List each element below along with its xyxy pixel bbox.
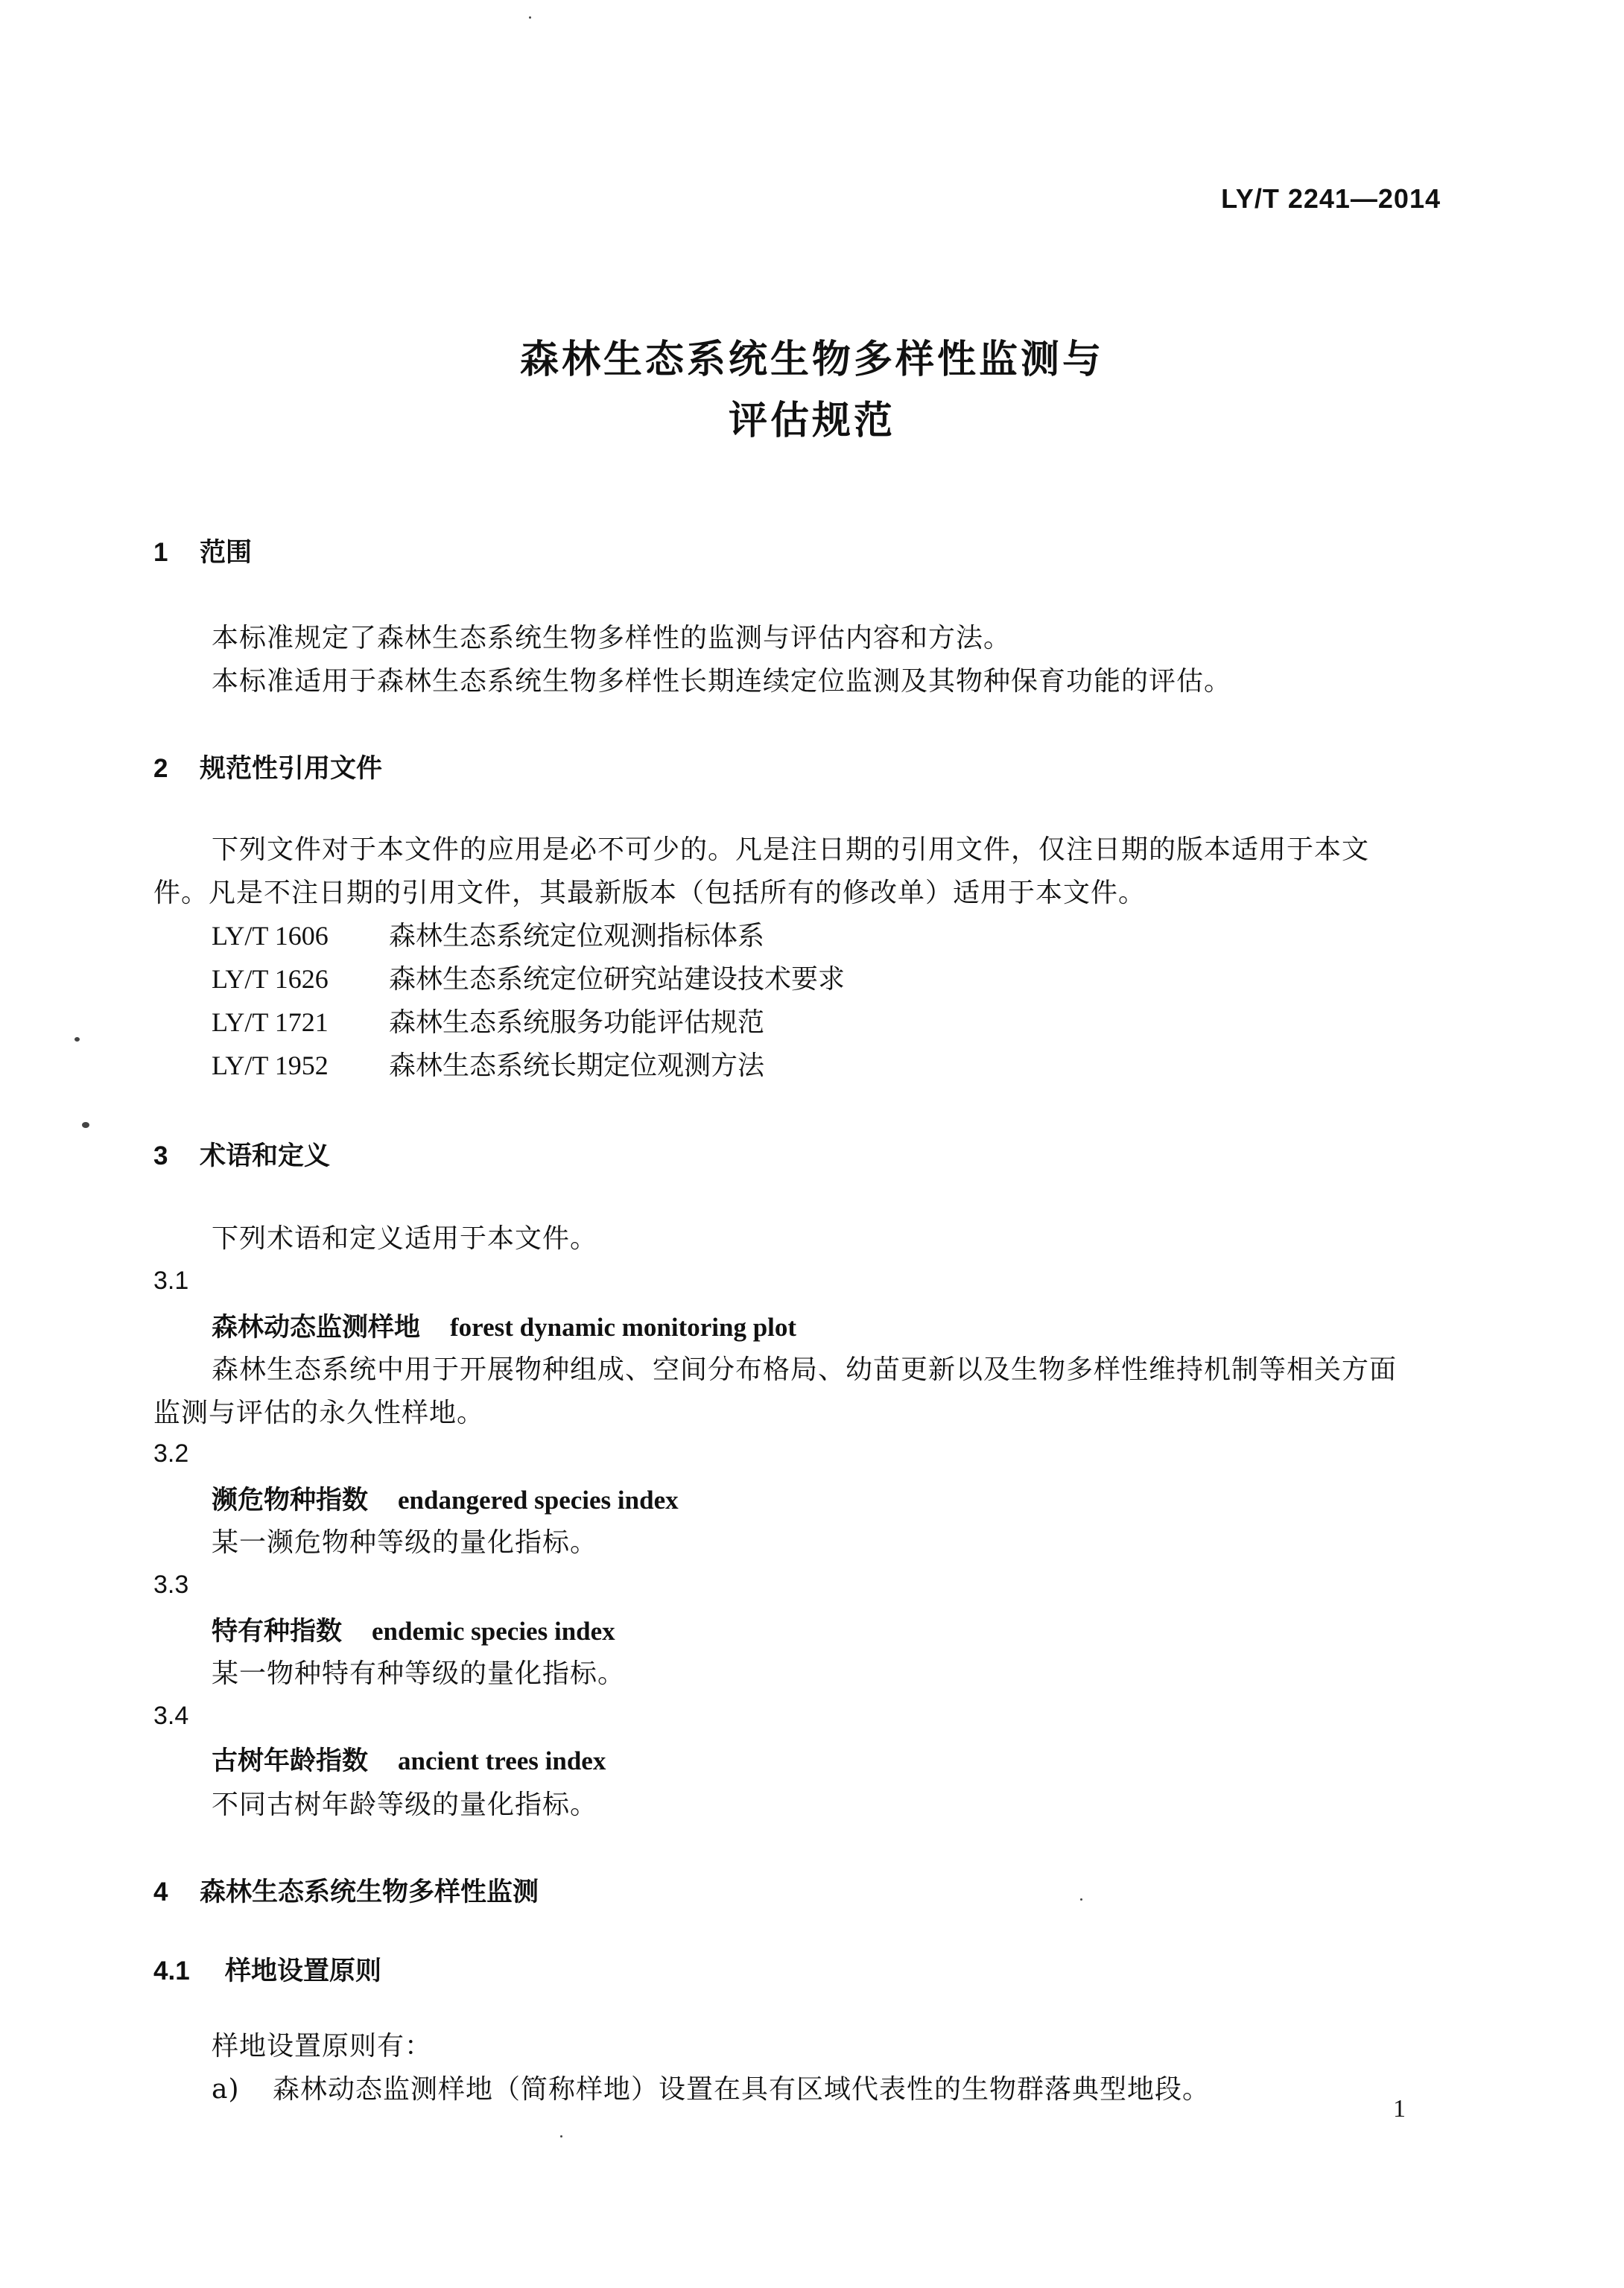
- term-heading: [212, 1307, 796, 1344]
- term-heading: [212, 1480, 679, 1517]
- term-number: 3.1: [153, 1267, 189, 1295]
- term-definition-line-1: 森林生态系统中用于开展物种组成、空间分布格局、幼苗更新以及生物多样性维持机制等相关方面: [212, 1354, 1398, 1385]
- section-1-paragraph-1: 本标准规定了森林生态系统生物多样性的监测与评估内容和方法。: [212, 623, 1012, 653]
- reference-code: LY/T 1952: [212, 1050, 329, 1080]
- section-2-paragraph-line-2: 件。凡是不注日期的引用文件，其最新版本（包括所有的修改单）适用于本文件。: [153, 878, 1146, 908]
- section-3-heading: [153, 1135, 330, 1173]
- term-chinese: 濒危物种指数: [212, 1486, 369, 1515]
- term-english: forest dynamic monitoring plot: [450, 1313, 797, 1342]
- subsection-title: 样地设置原则: [225, 1956, 382, 1986]
- term-definition-line-2: 监测与评估的永久性样地。: [153, 1398, 485, 1428]
- subsection-4-1-intro: 样地设置原则有：: [212, 2031, 433, 2062]
- reference-title: 森林生态系统长期定位观测方法: [389, 1050, 765, 1081]
- section-1-paragraph-2: 本标准适用于森林生态系统生物多样性长期连续定位监测及其物种保育功能的评估。: [212, 666, 1232, 697]
- section-title: 范围: [200, 538, 253, 568]
- term-heading: [212, 1611, 615, 1648]
- term-chinese: 森林动态监测样地: [212, 1313, 421, 1343]
- term-chinese: 古树年龄指数: [212, 1746, 369, 1776]
- reference-code: LY/T 1606: [212, 921, 329, 951]
- standard-code: LY/T 2241—2014: [1221, 183, 1441, 214]
- section-title: 规范性引用文件: [200, 754, 383, 784]
- section-title: 森林生态系统生物多样性监测: [200, 1877, 539, 1907]
- reference-title: 森林生态系统定位研究站建设技术要求: [389, 964, 846, 995]
- section-number: 4: [153, 1877, 168, 1907]
- section-4-heading: [153, 1872, 539, 1909]
- scan-speck: [82, 1122, 89, 1128]
- section-2-heading: [153, 748, 382, 785]
- list-item-marker: a): [212, 2074, 240, 2105]
- scan-speck: [1080, 1898, 1082, 1901]
- reference-code: LY/T 1721: [212, 1007, 329, 1037]
- document-title-line1: 森林生态系统生物多样性监测与: [519, 338, 1104, 382]
- term-heading: [212, 1740, 606, 1778]
- term-number: 3.4: [153, 1702, 189, 1730]
- normative-reference: [212, 1045, 764, 1083]
- subsection-4-1-heading: [153, 1950, 381, 1988]
- reference-title: 森林生态系统定位观测指标体系: [389, 921, 765, 951]
- reference-code: LY/T 1626: [212, 964, 329, 994]
- reference-title: 森林生态系统服务功能评估规范: [389, 1007, 765, 1038]
- term-chinese: 特有种指数: [212, 1617, 343, 1647]
- document-title-line2: 评估规范: [728, 399, 895, 443]
- section-number: 3: [153, 1141, 168, 1170]
- section-number: 2: [153, 754, 168, 783]
- section-2-paragraph-line-1: 下列文件对于本文件的应用是必不可少的。凡是注日期的引用文件，仅注日期的版本适用于本文: [212, 834, 1370, 865]
- scan-speck: [74, 1037, 80, 1042]
- scan-speck: [529, 16, 531, 19]
- normative-reference: [212, 1001, 764, 1039]
- list-item-text: 森林动态监测样地（简称样地）设置在具有区域代表性的生物群落典型地段。: [273, 2074, 1211, 2105]
- subsection-number: 4.1: [153, 1956, 190, 1986]
- section-3-intro: 下列术语和定义适用于本文件。: [212, 1223, 598, 1254]
- term-definition-line-1: 不同古树年龄等级的量化指标。: [212, 1790, 598, 1820]
- normative-reference: [212, 915, 764, 953]
- list-item: [212, 2068, 1210, 2106]
- term-number: 3.3: [153, 1571, 189, 1599]
- term-number: 3.2: [153, 1439, 189, 1468]
- term-definition-line-1: 某一濒危物种等级的量化指标。: [212, 1527, 598, 1558]
- section-1-heading: [153, 532, 252, 569]
- section-number: 1: [153, 538, 168, 567]
- term-english: endemic species index: [372, 1617, 615, 1646]
- term-english: ancient trees index: [398, 1746, 606, 1775]
- normative-reference: [212, 958, 845, 996]
- page-number: 1: [1393, 2095, 1406, 2123]
- scan-speck: [560, 2135, 562, 2138]
- section-title: 术语和定义: [200, 1141, 331, 1171]
- term-definition-line-1: 某一物种特有种等级的量化指标。: [212, 1658, 626, 1689]
- term-english: endangered species index: [398, 1486, 679, 1515]
